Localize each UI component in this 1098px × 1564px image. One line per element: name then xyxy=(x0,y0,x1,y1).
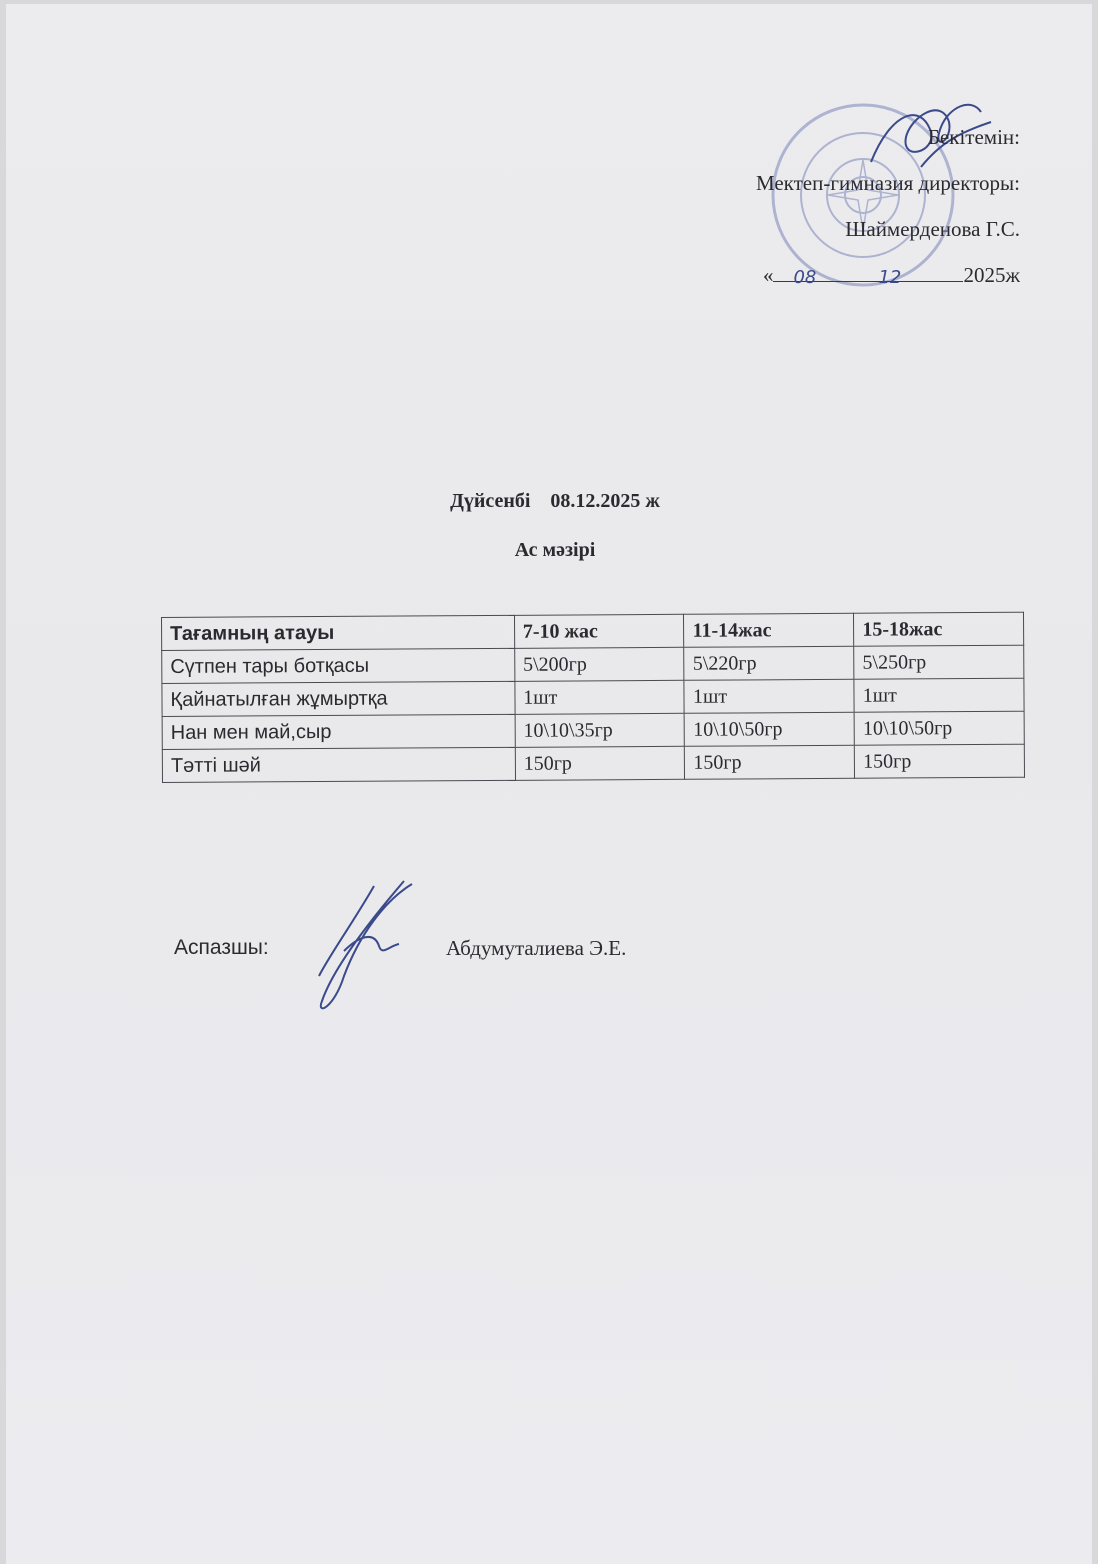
menu-title: Ас мәзірі xyxy=(514,539,596,561)
document-page xyxy=(6,4,1092,1564)
date-month: 12 xyxy=(878,267,902,288)
cook-name: Абдумуталиева Э.Е. xyxy=(446,936,627,960)
menu-table xyxy=(161,612,1025,783)
director-name: Шаймерденова Г.С. xyxy=(845,217,1020,241)
date-year: 2025ж xyxy=(963,263,1020,287)
table-header-row xyxy=(162,612,1024,650)
portion-15-18: 150гр xyxy=(855,744,1025,778)
date-open-quote: « xyxy=(762,263,774,287)
cook-signature xyxy=(304,876,424,1016)
table-row xyxy=(162,678,1024,716)
portion-11-14: 5\220гр xyxy=(684,646,854,680)
header-age-11-14: 11-14жас xyxy=(684,613,854,647)
dish-name: Нан мен май,сыр xyxy=(162,714,515,749)
portion-11-14: 150гр xyxy=(685,745,855,779)
portion-11-14: 10\10\50гр xyxy=(685,712,855,746)
day-date-heading: Дүйсенбі 08.12.2025 ж xyxy=(450,490,660,512)
table-row xyxy=(162,645,1024,683)
header-age-7-10: 7-10 жас xyxy=(514,614,684,648)
table-row xyxy=(162,711,1024,749)
dish-name: Тәтті шәй xyxy=(162,747,515,782)
cook-label: Аспазшы: xyxy=(174,936,269,959)
portion-7-10: 150гр xyxy=(515,746,685,780)
approval-title: Бекітемін: xyxy=(927,125,1020,149)
date-blank xyxy=(773,261,963,288)
approval-block xyxy=(756,114,1020,298)
director-position: Мектеп-гимназия директоры: xyxy=(755,171,1020,195)
portion-15-18: 1шт xyxy=(854,678,1024,712)
header-age-15-18: 15-18жас xyxy=(854,612,1024,646)
portion-7-10: 1шт xyxy=(515,680,685,714)
table-row xyxy=(162,744,1024,782)
portion-11-14: 1шт xyxy=(684,679,854,713)
date-day: 08 xyxy=(793,267,817,288)
header-dish-name: Тағамның атауы xyxy=(162,615,515,650)
dish-name: Қайнатылған жұмыртқа xyxy=(162,681,515,716)
portion-7-10: 10\10\35гр xyxy=(515,713,685,747)
portion-7-10: 5\200гр xyxy=(514,647,684,681)
dish-name: Сүтпен тары ботқасы xyxy=(162,648,515,683)
portion-15-18: 5\250гр xyxy=(854,645,1024,679)
portion-15-18: 10\10\50гр xyxy=(854,711,1024,745)
approval-date xyxy=(756,252,1020,298)
